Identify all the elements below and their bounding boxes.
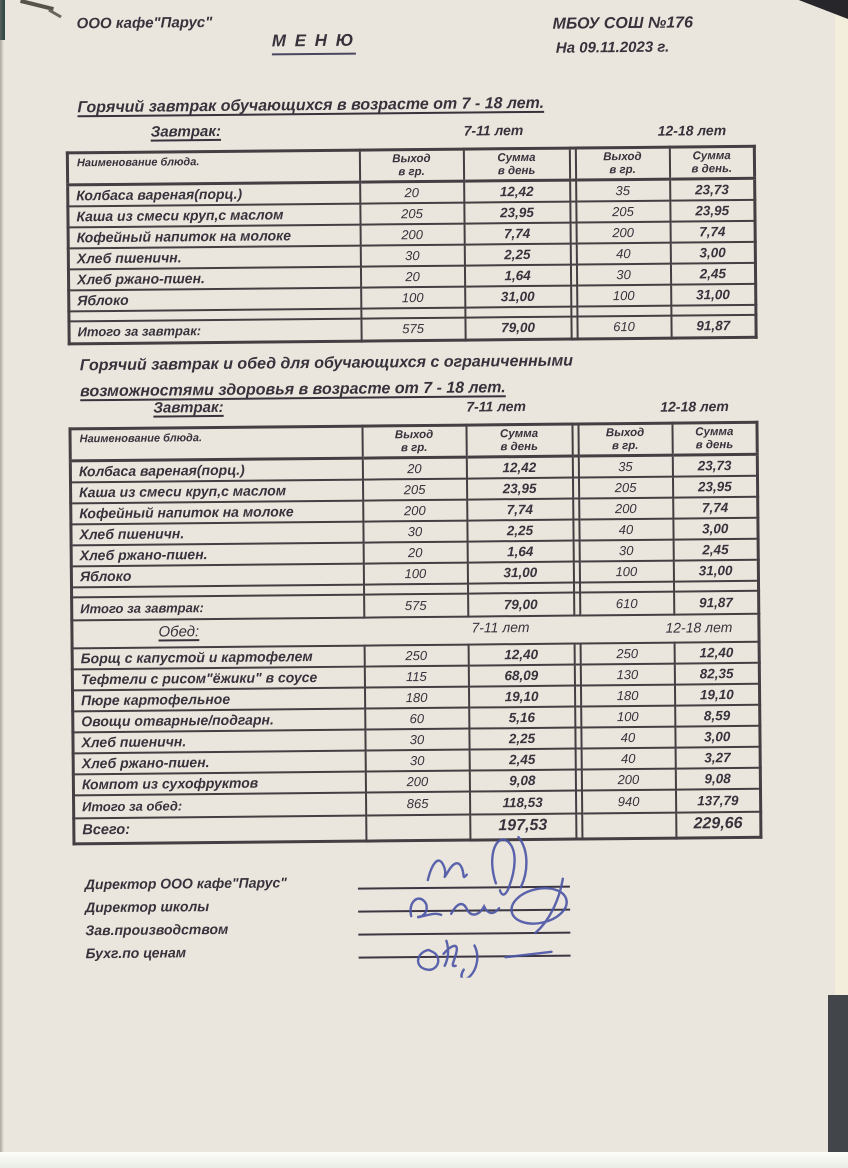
cell-output: 200: [363, 499, 467, 521]
cell-dish-name: Тефтели с рисом"ёжики" в соусе: [72, 666, 364, 690]
col-dish-name: Наименование блюда.: [67, 150, 359, 185]
cell-output: 200: [360, 223, 464, 245]
cell-sum: 7,74: [464, 222, 570, 244]
cell-output: 100: [579, 560, 673, 582]
cell-sum: 19,10: [674, 683, 759, 705]
cell-output: 30: [579, 539, 673, 561]
col-output-2: Выход в гр.: [575, 147, 669, 180]
cell-sum: 91,87: [674, 590, 759, 614]
breakfast1-label-row: [66, 118, 753, 149]
cell-sum: 23,73: [672, 454, 757, 476]
cell-sum: 2,45: [673, 538, 758, 560]
cell-sum: 82,35: [674, 662, 759, 684]
section2-title-line2: возможностями здоровья в возрасте от 7 - 18 лет.: [80, 379, 506, 401]
cell-output: 100: [581, 705, 675, 727]
menu-date: На 09.11.2023 г.: [555, 38, 670, 57]
age-group-7-11: 7-11 лет: [471, 618, 530, 636]
col-output-1: Выход в гр.: [359, 149, 463, 182]
col-sum-1: Сумма в день: [463, 148, 569, 181]
cell-output: 35: [578, 455, 672, 477]
cell-dish-name: Хлеб ржано-пшен.: [73, 750, 365, 774]
cell-dish-name: Хлеб ржано-пшен.: [71, 542, 363, 566]
cell-output: 20: [363, 541, 467, 563]
section1-title: Горячий завтрак обучающихся в возрасте от 7 - 18 лет.: [77, 94, 545, 117]
cell-output: 130: [580, 663, 674, 685]
cell-sum: 19,10: [468, 685, 574, 707]
cell-dish-name: Каша из смеси круп,с маслом: [71, 479, 363, 503]
signature-stroke: [506, 952, 552, 957]
signature-label: Директор ООО кафе"Парус": [84, 874, 287, 893]
handwritten-signatures: [332, 826, 653, 979]
cell-output: 940: [581, 789, 675, 813]
cell-output: 205: [360, 202, 464, 224]
cell-sum: 31,00: [671, 283, 756, 305]
cell-output: 205: [576, 200, 670, 222]
cell-output: 30: [363, 520, 467, 542]
age-group-7-11: 7-11 лет: [466, 398, 527, 415]
cell-sum: 23,95: [464, 201, 570, 223]
cell-sum: 12,42: [466, 456, 572, 478]
cell-output: 180: [364, 686, 468, 708]
cell-output: 865: [365, 791, 469, 815]
cell-sum: 1,64: [464, 264, 570, 286]
cell-sum: 12,40: [674, 641, 759, 663]
signature-stroke: [461, 946, 477, 979]
cell-output: 40: [579, 518, 673, 540]
cell-sum: 3,00: [673, 517, 758, 539]
lunch-label: Обед:: [158, 622, 200, 641]
signature-stroke: [443, 941, 457, 966]
cell-output: 100: [361, 286, 465, 308]
cell-output: 200: [581, 768, 675, 790]
total-label: Итого за завтрак:: [69, 318, 361, 344]
breakfast-table-1: [66, 145, 758, 346]
cell-sum: 118,53: [469, 790, 575, 814]
cell-sum: 2,45: [670, 262, 755, 284]
col-sum-1: Сумма в день: [466, 424, 572, 457]
school-name: МБОУ СОШ №176: [552, 14, 694, 33]
col-sum-2: Сумма в день.: [669, 146, 754, 179]
cell-output: 250: [364, 644, 468, 666]
col-output-2: Выход в гр.: [578, 423, 672, 456]
age-group-12-18: 12-18 лет: [665, 618, 733, 636]
cell-sum: 31,00: [465, 285, 571, 307]
cell-output: 610: [577, 315, 671, 339]
cell-output: 180: [580, 684, 674, 706]
cell-output: 200: [579, 497, 673, 519]
cell-sum: 5,16: [469, 706, 575, 728]
cell-dish-name: Компот из сухофруктов: [73, 771, 365, 795]
cell-output: 40: [581, 747, 675, 769]
cell-dish-name: Хлеб пшеничн.: [71, 521, 363, 545]
cell-sum: 3,00: [675, 725, 760, 747]
cell-dish-name: Хлеб пшеничн.: [68, 245, 360, 269]
cell-output: 115: [364, 665, 468, 687]
cell-sum: 79,00: [468, 592, 574, 616]
cell-sum: 1,64: [467, 540, 573, 562]
cell-sum: 197,53: [470, 813, 576, 840]
breakfast-label: Завтрак:: [153, 398, 224, 417]
cell-sum: 7,74: [670, 220, 755, 242]
col-dish-name: Наименование блюда.: [70, 426, 362, 461]
cell-output: 100: [577, 284, 671, 306]
ovz-menu-table: [68, 421, 762, 846]
signature-stroke: [410, 898, 441, 917]
cell-sum: 68,09: [468, 664, 574, 686]
cell-output: 200: [365, 770, 469, 792]
cell-output: 575: [364, 593, 468, 617]
cell-sum: 12,40: [468, 643, 574, 665]
cell-sum: 31,00: [673, 559, 758, 581]
cell-output: 40: [581, 726, 675, 748]
signature-stroke: [492, 839, 515, 894]
cell-dish-name: Яблоко: [69, 287, 361, 311]
cell-sum: 12,42: [464, 180, 570, 202]
cell-sum: 8,59: [675, 704, 760, 726]
cell-dish-name: Борщ с капустой и картофелем: [72, 645, 364, 669]
age-group-12-18: 12-18 лет: [660, 398, 729, 415]
cell-sum: 23,95: [670, 199, 755, 221]
cell-output: 30: [365, 728, 469, 750]
cell-output: 20: [360, 181, 464, 203]
cell-sum: 79,00: [465, 316, 571, 340]
cell-output: 30: [360, 244, 464, 266]
cell-output: 35: [576, 179, 670, 201]
signature-label: Бухг.по ценам: [85, 944, 187, 962]
cell-dish-name: Овощи отварные/подгарн.: [73, 708, 365, 732]
age-group-7-11: 7-11 лет: [463, 122, 524, 139]
cell-dish-name: Яблоко: [71, 563, 363, 587]
cell-sum: 23,73: [670, 178, 755, 200]
cell-sum: 2,25: [469, 727, 575, 749]
cell-sum: 91,87: [671, 314, 756, 338]
cell-dish-name: Хлеб пшеничн.: [73, 729, 365, 753]
signature-stroke: [451, 904, 499, 915]
signature-stroke: [428, 860, 467, 880]
org-name: ООО кафе"Парус": [76, 14, 213, 33]
cell-output: 205: [578, 476, 672, 498]
cell-sum: 7,74: [673, 496, 758, 518]
cell-dish-name: Колбаса вареная(порц.): [68, 182, 360, 206]
cell-sum: 23,95: [466, 477, 572, 499]
cell-dish-name: Кофейный напиток на молоке: [71, 500, 363, 524]
cell-dish-name: Кофейный напиток на молоке: [68, 224, 360, 248]
page-title: М Е Н Ю: [272, 31, 356, 56]
cell-sum: 137,79: [675, 788, 760, 812]
cell-output: 610: [580, 591, 674, 615]
cell-dish-name: Колбаса вареная(порц.): [70, 458, 362, 482]
cell-sum: 9,08: [469, 769, 575, 791]
cell-sum: 2,25: [467, 519, 573, 541]
total-label: Итого за завтрак:: [72, 594, 364, 620]
signature-stroke: [518, 837, 526, 887]
cell-output: 60: [365, 707, 469, 729]
cell-dish-name: Пюре картофельное: [73, 687, 365, 711]
cell-sum: 229,66: [676, 811, 761, 838]
total-label: Итого за обед:: [74, 792, 366, 818]
cell-sum: 2,45: [469, 748, 575, 770]
grand-total-label: Всего:: [74, 815, 366, 844]
cell-output: 205: [362, 478, 466, 500]
signature-stroke: [535, 879, 564, 933]
cell-output: 250: [580, 642, 674, 664]
cell-sum: 23,95: [672, 475, 757, 497]
cell-output: 20: [360, 265, 464, 287]
signature-stroke: [418, 950, 438, 970]
cell-output: 200: [576, 221, 670, 243]
cell-dish-name: Хлеб ржано-пшен.: [68, 266, 360, 290]
section2-title-line1: Горячий завтрак и обед для обучающихся с ограниченными: [79, 352, 574, 375]
cell-sum: 7,74: [467, 498, 573, 520]
cell-sum: 31,00: [467, 561, 573, 583]
age-group-12-18: 12-18 лет: [657, 122, 727, 139]
cell-output: 20: [362, 457, 466, 479]
cell-sum: 3,00: [670, 241, 755, 263]
cell-sum: 3,27: [675, 746, 760, 768]
cell-output: 40: [576, 242, 670, 264]
signature-label: Зав.производством: [85, 920, 229, 939]
cell-sum: 9,08: [675, 767, 760, 789]
cell-sum: 2,25: [464, 243, 570, 265]
cell-output: 100: [363, 562, 467, 584]
cell-output: 575: [361, 317, 465, 341]
breakfast-label: Завтрак:: [150, 122, 222, 141]
col-sum-2: Сумма в день: [672, 422, 757, 455]
col-output-1: Выход в гр.: [362, 425, 466, 458]
cell-output: 30: [576, 263, 670, 285]
signature-label: Директор школы: [85, 898, 210, 916]
cell-output: 30: [365, 749, 469, 771]
cell-dish-name: Каша из смеси круп,с маслом: [68, 203, 360, 227]
